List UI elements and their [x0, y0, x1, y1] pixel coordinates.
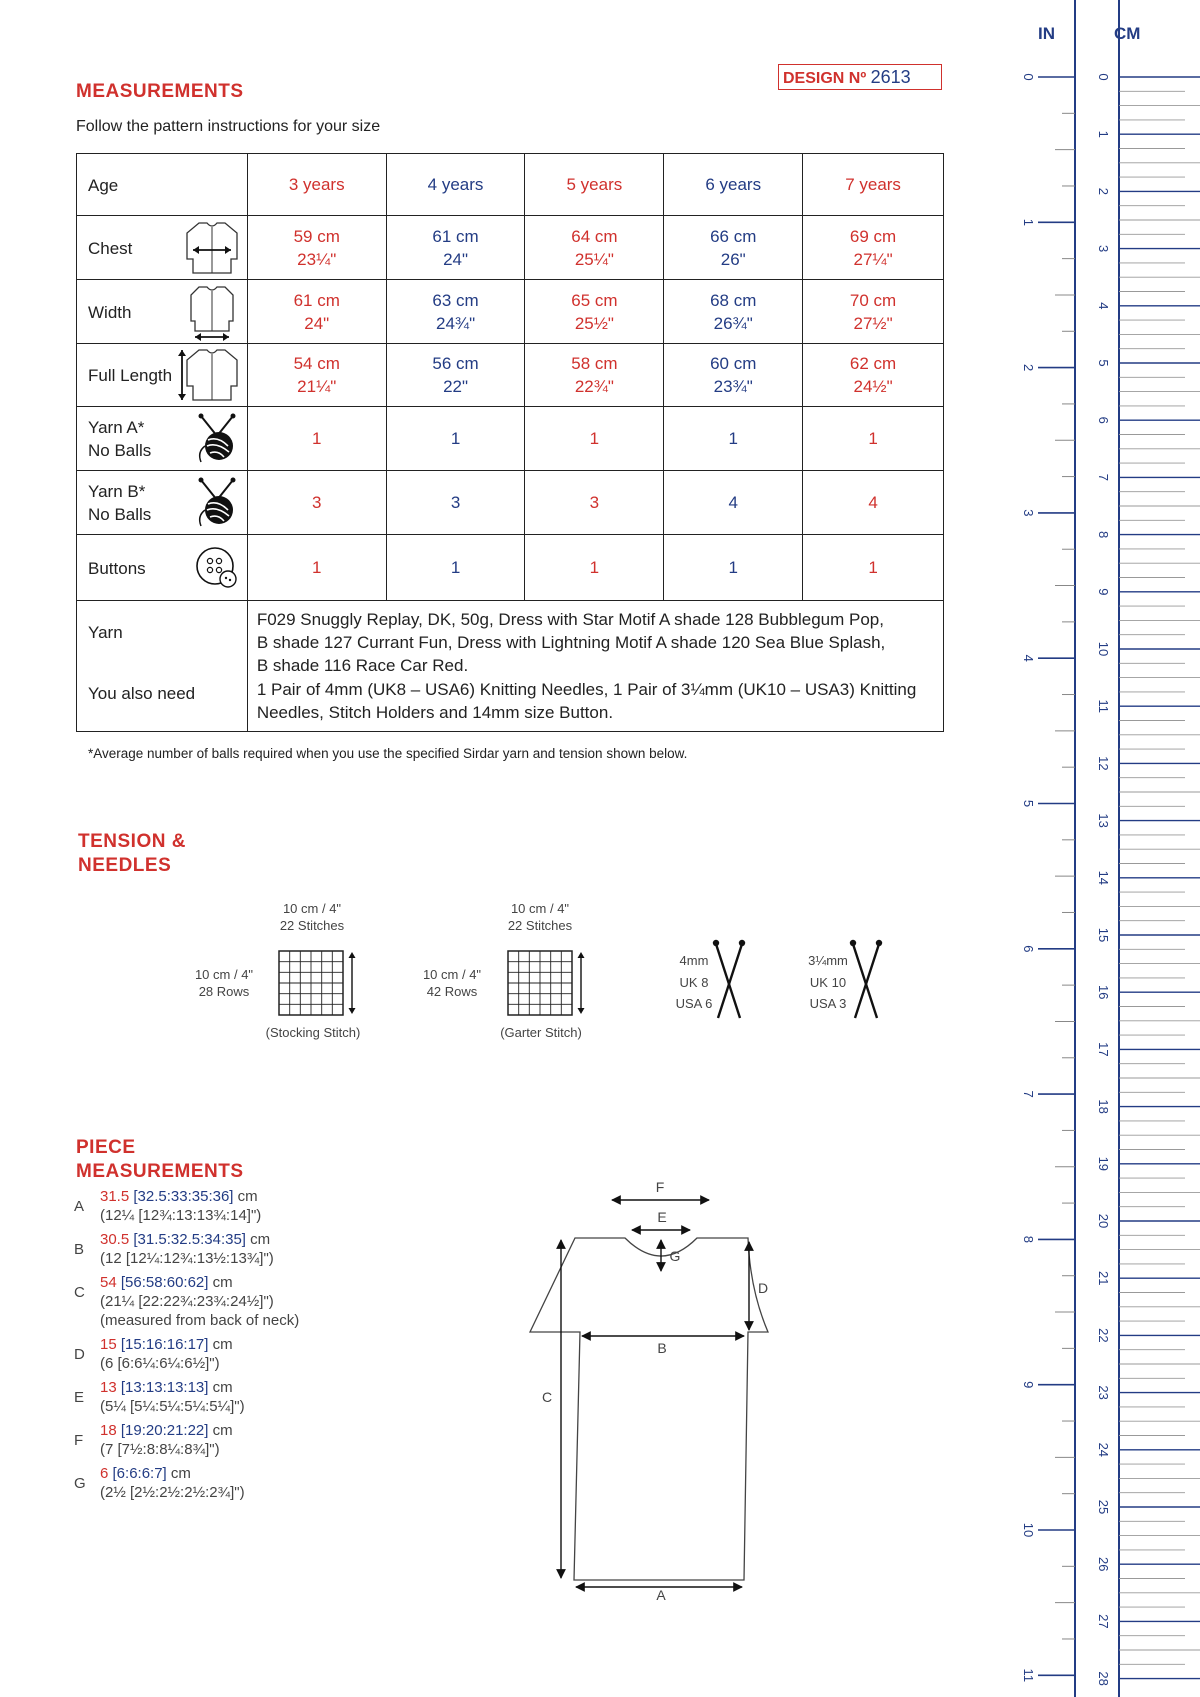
- cell: 54 cm 21¼": [247, 344, 386, 407]
- ruler-inch-label: 2: [1021, 363, 1036, 372]
- ruler-cm-label: 14: [1096, 870, 1111, 886]
- table-row: [77, 154, 944, 216]
- row-label-chest: Chest: [77, 216, 248, 280]
- diagram-label-c: C: [541, 1389, 553, 1405]
- list-item: G 6 [6:6:6:7] cm (2½ [2½:2½:2½:2¾]"): [74, 1465, 245, 1501]
- ruler-inch-label: 1: [1021, 218, 1036, 226]
- age-cell: 6 years: [664, 154, 803, 216]
- table-row: [77, 407, 944, 471]
- measurements-heading: MEASUREMENTS: [76, 81, 244, 102]
- cell: 1: [803, 407, 944, 471]
- cell: 1: [525, 407, 664, 471]
- cell: 4: [664, 471, 803, 535]
- row-label-yarn-a: Yarn A* No Balls: [77, 407, 248, 471]
- ruler-inch-label: 4: [1021, 654, 1036, 662]
- row-label-yarn-b: Yarn B* No Balls: [77, 471, 248, 535]
- cell: 3: [525, 471, 664, 535]
- ruler-in-label: IN: [1038, 24, 1055, 43]
- ruler-cm-label: 23: [1096, 1385, 1111, 1400]
- diagram-label-b: B: [657, 1340, 667, 1356]
- ruler-cm-label: 27: [1096, 1614, 1111, 1629]
- cell: 1: [525, 535, 664, 601]
- cardigan-chest-icon: [185, 219, 239, 277]
- age-cell: 3 years: [247, 154, 386, 216]
- ruler-cm-label: 9: [1096, 588, 1111, 596]
- piece-measurements-list: [74, 1187, 299, 1507]
- ruler-cm-label: 7: [1096, 473, 1111, 482]
- cell: 1: [247, 407, 386, 471]
- ruler-cm-label: 22: [1096, 1328, 1111, 1343]
- knitting-needles-icon: [849, 938, 883, 1022]
- ruler-cm-label: 20: [1096, 1213, 1111, 1229]
- table-row: [77, 535, 944, 601]
- age-cell: 7 years: [803, 154, 944, 216]
- piece-heading: PIECE MEASUREMENTS: [76, 1137, 244, 1182]
- ruler-cm-label: 16: [1096, 984, 1111, 1000]
- cell: 1: [803, 535, 944, 601]
- cell: 64 cm 25¼": [525, 216, 664, 280]
- cell: 1: [664, 535, 803, 601]
- diagram-label-d: D: [757, 1280, 769, 1296]
- age-cell: 5 years: [525, 154, 664, 216]
- yarn-label: Yarn: [88, 623, 123, 642]
- diagram-label-a: A: [656, 1587, 666, 1600]
- cell: 1: [247, 535, 386, 601]
- stocking-stitch-swatch-icon: [278, 950, 358, 1016]
- ruler-cm-label: 26: [1096, 1556, 1111, 1572]
- yarn-ball-icon: [195, 412, 239, 466]
- cell: 1: [386, 407, 525, 471]
- ruler-cm-label: 1: [1096, 130, 1111, 138]
- cell: 62 cm 24½": [803, 344, 944, 407]
- ruler-cm-label: 18: [1096, 1099, 1111, 1114]
- row-label-buttons: Buttons: [77, 535, 248, 601]
- ruler-inch-label: 10: [1021, 1522, 1036, 1538]
- yarn-details: [247, 601, 943, 732]
- cell: 66 cm 26": [664, 216, 803, 280]
- yarn-text: F029 Snuggly Replay, DK, 50g, Dress with Star Motif A shade 128 Bubblegum Pop, B shade 127 Currant Fun, Dress with Lightning Motif A shade 120 Sea Blue Splash, B shade 116 Race Car Red.: [256, 610, 886, 675]
- dress-schematic-diagram: [520, 1170, 780, 1600]
- ruler-cm-label: 5: [1096, 359, 1111, 367]
- swatch1-side-label: 10 cm / 4" 28 Rows: [194, 967, 254, 999]
- ruler-inch-label: 7: [1021, 1090, 1036, 1098]
- row-label-age: Age: [77, 154, 248, 216]
- ruler-inch-label: 5: [1021, 799, 1036, 808]
- cell: 3: [247, 471, 386, 535]
- cardigan-width-icon: [185, 283, 239, 341]
- ruler-cm-label: 0: [1096, 73, 1111, 81]
- swatch2-side-label: 10 cm / 4" 42 Rows: [422, 967, 482, 999]
- ruler-cm-label: 4: [1096, 302, 1111, 310]
- design-number-box: [778, 64, 942, 90]
- table-row: [77, 344, 944, 407]
- diagram-label-e: E: [657, 1209, 667, 1225]
- ruler-cm-label: 24: [1096, 1442, 1111, 1458]
- ruler-inch-label: 0: [1021, 73, 1036, 81]
- ruler-cm-label: 11: [1096, 699, 1111, 713]
- list-item: D 15 [15:16:16:17] cm (6 [6:6¼:6¼:6½]"): [74, 1336, 233, 1372]
- also-need-label: You also need: [88, 684, 196, 703]
- ruler-cm-label: 25: [1096, 1499, 1111, 1515]
- diagram-label-f: F: [655, 1179, 665, 1195]
- cardigan-length-icon: [177, 346, 239, 404]
- ruler-cm-label: 10: [1096, 641, 1111, 657]
- cell: 60 cm 23¾": [664, 344, 803, 407]
- ruler-cm-label: 6: [1096, 416, 1111, 424]
- ruler-cm-label: 19: [1096, 1156, 1111, 1172]
- cell: 3: [386, 471, 525, 535]
- ruler-cm-label: 15: [1096, 927, 1111, 943]
- cell: 61 cm 24": [386, 216, 525, 280]
- swatch2-top-label: 10 cm / 4" 22 Stitches: [507, 901, 573, 933]
- needle1-label: 4mm UK 8 USA 6: [675, 953, 713, 1011]
- needle2-label: 3¼mm UK 10 USA 3: [808, 953, 848, 1011]
- measurements-table: [76, 153, 944, 732]
- knitting-needles-icon: [712, 938, 746, 1022]
- cell: 4: [803, 471, 944, 535]
- list-item: C 54 [56:58:60:62] cm (21¼ [22:22¾:23¾:24½]") (measured from back of neck): [74, 1274, 300, 1329]
- swatch1-top-label: 10 cm / 4" 22 Stitches: [279, 901, 345, 933]
- ruler-inch-label: 6: [1021, 945, 1036, 953]
- garter-stitch-swatch-icon: [507, 950, 587, 1016]
- ruler-cm-label: 2: [1096, 187, 1111, 196]
- ruler-inch-label: 11: [1021, 1668, 1036, 1683]
- ruler-cm-label: 12: [1096, 756, 1111, 771]
- design-number: 2613: [870, 67, 911, 87]
- measurements-subtitle: Follow the pattern instructions for your size: [76, 118, 381, 135]
- list-item: B 30.5 [31.5:32.5:34:35] cm (12 [12¼:12¾:13½:13¾]"): [74, 1231, 274, 1267]
- cell: 59 cm 23¼": [247, 216, 386, 280]
- yarn-ball-icon: [195, 476, 239, 530]
- footnote: *Average number of balls required when you use the specified Sirdar yarn and tension shown below.: [88, 746, 688, 761]
- cell: 56 cm 22": [386, 344, 525, 407]
- design-prefix: DESIGN Nº: [783, 70, 867, 87]
- row-label-width: Width: [77, 280, 248, 344]
- cell: 68 cm 26¾": [664, 280, 803, 344]
- ruler-cm-label: 17: [1096, 1042, 1111, 1057]
- cell: 70 cm 27½": [803, 280, 944, 344]
- ruler-inch-label: 8: [1021, 1235, 1036, 1244]
- row-label-full-length: Full Length: [77, 344, 248, 407]
- row-label-yarn-also: [77, 601, 248, 732]
- list-item: A 31.5 [32.5:33:35:36] cm (12¼ [12¾:13:13¾:14]"): [74, 1188, 262, 1224]
- table-row: [77, 471, 944, 535]
- ruler: [1000, 0, 1200, 1697]
- swatch1-bottom-label: (Stocking Stitch): [265, 1025, 361, 1040]
- table-row: [77, 280, 944, 344]
- diagram-label-g: G: [669, 1248, 681, 1264]
- list-item: E 13 [13:13:13:13] cm (5¼ [5¼:5¼:5¼:5¼]"): [74, 1379, 245, 1415]
- ruler-cm-label: 21: [1096, 1270, 1111, 1286]
- table-row: [77, 216, 944, 280]
- ruler-cm-label: 13: [1096, 813, 1111, 828]
- tension-heading: TENSION & NEEDLES: [78, 831, 186, 876]
- cell: 65 cm 25½": [525, 280, 664, 344]
- cell: 58 cm 22¾": [525, 344, 664, 407]
- table-row: [77, 601, 944, 732]
- age-cell: 4 years: [386, 154, 525, 216]
- ruler-inch-label: 9: [1021, 1381, 1036, 1389]
- ruler-cm-label: 3: [1096, 244, 1111, 253]
- cell: 1: [664, 407, 803, 471]
- swatch2-bottom-label: (Garter Stitch): [500, 1025, 582, 1040]
- cell: 61 cm 24": [247, 280, 386, 344]
- cell: 1: [386, 535, 525, 601]
- ruler-inch-label: 3: [1021, 509, 1036, 517]
- also-need-text: 1 Pair of 4mm (UK8 – USA6) Knitting Needles, 1 Pair of 3¼mm (UK10 – USA3) Knitting Needles, Stitch Holders and 14mm size Button.: [256, 680, 917, 722]
- list-item: F 18 [19:20:21:22] cm (7 [7½:8:8¼:8¾]"): [74, 1422, 233, 1458]
- ruler-cm-label: CM: [1114, 24, 1141, 43]
- ruler-cm-label: 8: [1096, 530, 1111, 539]
- button-icon: [195, 546, 239, 590]
- ruler-cm-label: 28: [1096, 1671, 1111, 1686]
- cell: 69 cm 27¼": [803, 216, 944, 280]
- cell: 63 cm 24¾": [386, 280, 525, 344]
